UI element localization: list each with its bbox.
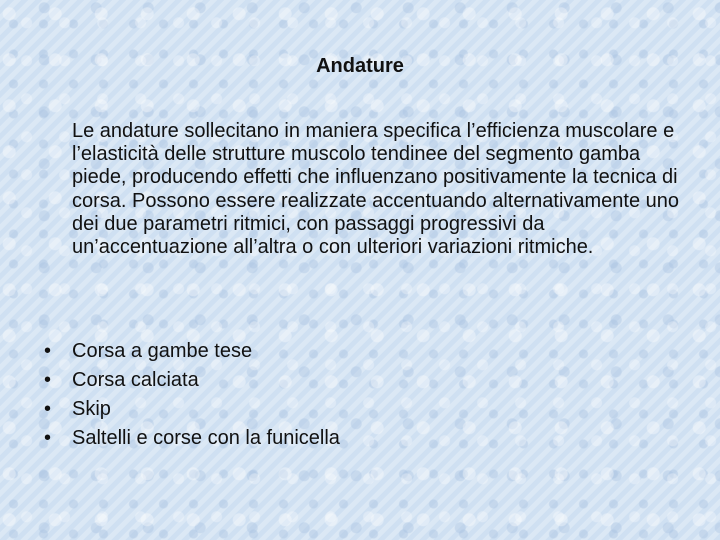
list-item-text: Saltelli e corse con la funicella bbox=[72, 427, 340, 449]
list-item-text: Corsa a gambe tese bbox=[72, 340, 253, 362]
list-item bbox=[44, 366, 340, 395]
list-item bbox=[44, 424, 340, 453]
bullet-dot: • bbox=[44, 427, 52, 449]
bullet-list bbox=[44, 337, 340, 453]
list-item-text: Skip bbox=[72, 398, 111, 420]
bullet-dot: • bbox=[44, 398, 52, 420]
slide-title: Andature bbox=[316, 55, 404, 77]
intro-paragraph: Le andature sollecitano in maniera specifica l’efficienza muscolare e l’elasticità delle strutture muscolo tendinee del segmento gamba piede, producendo effetti che influenzano positivamente la tecnica di corsa. Possono essere realizzate accentuando alternativamente uno dei due parametri ritmici, con passaggi progressivi da un’accentuazione all’altra o con ulteriori variazioni ritmiche. bbox=[72, 120, 680, 259]
bullet-dot: • bbox=[44, 369, 52, 391]
bullet-dot: • bbox=[44, 340, 52, 362]
list-item bbox=[44, 395, 340, 424]
list-item-text: Corsa calciata bbox=[72, 369, 199, 391]
list-item bbox=[44, 337, 340, 366]
